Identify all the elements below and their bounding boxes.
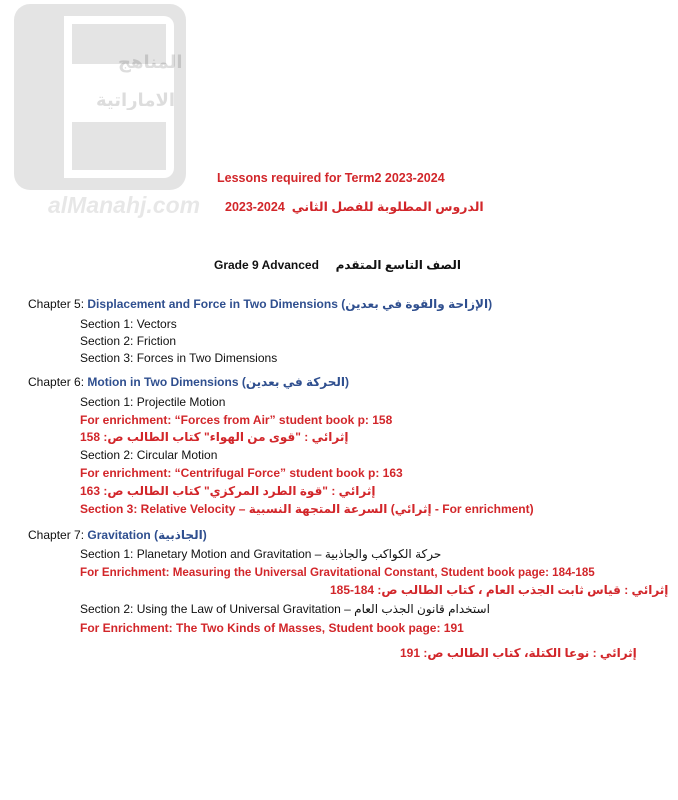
section-label: Section 2: Using the Law of Universal Gravitation – (80, 602, 351, 616)
relative-velocity-section (80, 502, 534, 516)
chapter-prefix: Chapter 5: (28, 297, 85, 311)
enrichment-tag: (For enrichment - إثرائي) (390, 502, 534, 516)
enrichment-line: For enrichment: “Centrifugal Force” student book p: 163 (80, 466, 403, 480)
chapter-5-heading (28, 297, 492, 311)
enrichment-line-arabic: إثرائي : "قوة الطرد المركزي" كتاب الطالب ص: 163 (80, 484, 376, 498)
watermark-arabic-line2: الاماراتية (96, 90, 176, 110)
watermark-site: alManahj.com (48, 192, 201, 218)
enrichment-line-arabic: إثرائي : قياس ثابت الجذب العام ، كتاب الطالب ص: 184-185 (330, 583, 669, 597)
title-arabic-text: الدروس المطلوبة للفصل الثاني (291, 200, 484, 214)
page-title-arabic (225, 199, 484, 214)
section-item: Section 3: Forces in Two Dimensions (80, 351, 278, 365)
section-item: Section 2: Circular Motion (80, 448, 218, 462)
section-label: Section 3: Relative Velocity – (80, 502, 246, 516)
title-arabic-year: 2023-2024 (225, 200, 285, 214)
chapter-prefix: Chapter 7: (28, 528, 85, 542)
enrichment-line: For Enrichment: The Two Kinds of Masses, Student book page: 191 (80, 621, 464, 635)
section-item: Section 1: Projectile Motion (80, 395, 226, 409)
watermark-arabic-line1: المناهج (118, 52, 183, 72)
chapter-title: Displacement and Force in Two Dimensions (87, 297, 338, 311)
enrichment-line: For enrichment: “Forces from Air” student book p: 158 (80, 413, 393, 427)
enrichment-line-arabic: إثرائي : "قوى من الهواء" كتاب الطالب ص: 158 (80, 430, 349, 444)
section-item: Section 1: Vectors (80, 317, 177, 331)
section-label-arabic: حركة الكواكب والجاذبية (324, 547, 442, 561)
section-label-arabic: استخدام قانون الجذب العام (354, 602, 490, 616)
chapter-6-heading (28, 375, 349, 389)
enrichment-line-arabic: إثرائي : نوعا الكتلة، كتاب الطالب ص: 191 (400, 646, 637, 660)
section-label: Section 1: Planetary Motion and Gravitation – (80, 547, 322, 561)
chapter-title-arabic: (الإزاحة والقوة في بعدين) (341, 297, 493, 311)
section-item: Section 2: Friction (80, 334, 177, 348)
section-label-arabic: السرعة المتجهة النسبية (248, 502, 388, 516)
grade-heading (214, 258, 461, 272)
chapter-title-arabic: (الحركة في بعدين) (241, 375, 350, 389)
page-title: Lessons required for Term2 2023-2024 (217, 171, 445, 185)
chapter-title: Gravitation (87, 528, 151, 542)
chapter-7-heading (28, 528, 207, 542)
grade-english: Grade 9 Advanced (214, 258, 319, 272)
grade-arabic: الصف التاسع المتقدم (335, 258, 461, 272)
enrichment-line: For Enrichment: Measuring the Universal Gravitational Constant, Student book page: 184-185 (80, 566, 595, 579)
chapter-prefix: Chapter 6: (28, 375, 85, 389)
chapter-title: Motion in Two Dimensions (87, 375, 239, 389)
section-item (80, 602, 490, 616)
chapter-title-arabic: (الجاذبية) (154, 528, 207, 542)
section-item (80, 547, 441, 561)
